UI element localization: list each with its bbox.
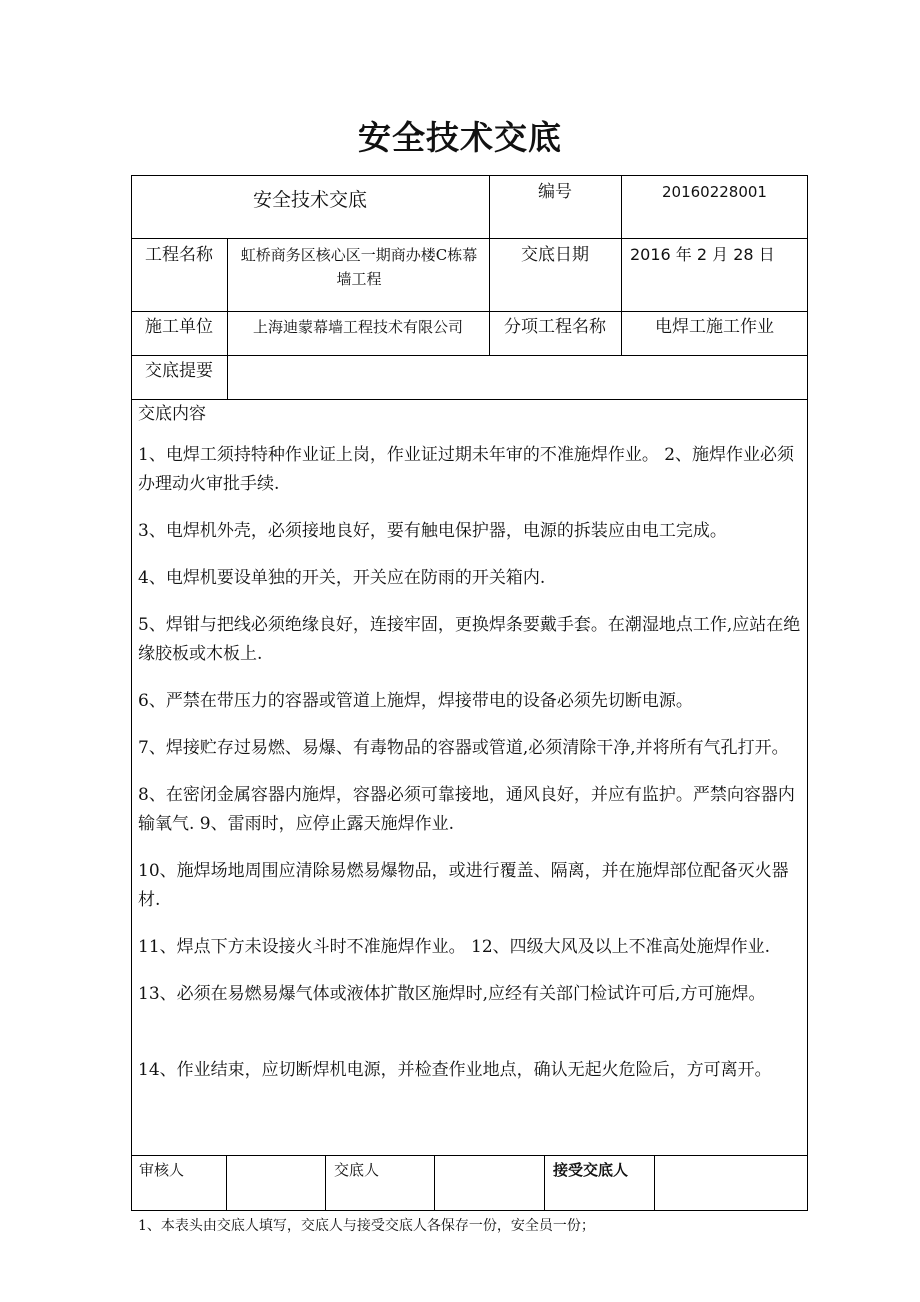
content-item: 8、在密闭金属容器内施焊，容器必须可靠接地，通风良好，并应有监护。严禁向容器内输氧气. 9、雷雨时，应停止露天施焊作业. <box>138 785 795 834</box>
table-rule <box>325 1155 326 1211</box>
content-item: 10、施焊场地周围应清除易燃易爆物品，或进行覆盖、隔离，并在施焊部位配备灭火器材. <box>138 861 789 910</box>
content-item: 11、焊点下方未设接火斗时不准施焊作业。 12、四级大风及以上不准高处施焊作业. <box>138 937 771 957</box>
number-label: 编号 <box>538 182 572 202</box>
content-item: 6、严禁在带压力的容器或管道上施焊，焊接带电的设备必须先切断电源。 <box>138 691 693 711</box>
table-rule <box>654 1155 655 1211</box>
table-rule <box>544 1155 545 1211</box>
content-item: 14、作业结束，应切断焊机电源，并检查作业地点，确认无起火危险后，方可离开。 <box>138 1060 772 1080</box>
form-name: 安全技术交底 <box>252 189 367 211</box>
summary-label: 交底提要 <box>145 361 213 381</box>
content-item: 5、焊钳与把线必须绝缘良好，连接牢固，更换焊条要戴手套。在潮湿地点工作,应站在绝缘胶板或木板上. <box>138 615 801 664</box>
content-item: 7、焊接贮存过易燃、易爆、有毒物品的容器或管道,必须清除干净,并将所有气孔打开。 <box>138 738 789 758</box>
project-value: 虹桥商务区核心区一期商办楼C栋幕墙工程 <box>240 246 478 288</box>
contractor-label: 施工单位 <box>145 317 213 337</box>
table-rule <box>226 1155 227 1211</box>
content-item: 1、电焊工须持特种作业证上岗，作业证过期未年审的不准施焊作业。 2、施焊作业必须办理动火审批手续. <box>138 445 795 494</box>
document-title: 安全技术交底 <box>358 118 562 157</box>
date-label: 交底日期 <box>521 245 589 265</box>
table-rule <box>131 311 808 312</box>
project-label: 工程名称 <box>145 245 213 265</box>
disclosure-content <box>138 400 802 1103</box>
table-rule <box>434 1155 435 1211</box>
content-item: 3、电焊机外壳，必须接地良好，要有触电保护器，电源的拆装应由电工完成。 <box>138 521 727 541</box>
content-label: 交底内容 <box>138 404 206 424</box>
reviewer-label: 审核人 <box>139 1161 185 1179</box>
sub-project-label: 分项工程名称 <box>504 317 606 337</box>
table-rule <box>131 1155 808 1156</box>
discloser-label: 交底人 <box>334 1161 380 1179</box>
contractor-value: 上海迪蒙幕墙工程技术有限公司 <box>252 318 463 336</box>
footnote: 1、本表头由交底人填写，交底人与接受交底人各保存一份，安全员一份； <box>138 1218 595 1234</box>
table-rule <box>131 355 808 356</box>
sub-project-value: 电焊工施工作业 <box>655 317 774 337</box>
content-item: 13、必须在易燃易爆气体或液体扩散区施焊时,应经有关部门检试许可后,方可施焊。 <box>138 984 766 1004</box>
date-value: 2016 年 2 月 28 日 <box>630 245 775 264</box>
receiver-label: 接受交底人 <box>553 1161 629 1179</box>
number-value: 20160228001 <box>662 183 767 201</box>
content-item: 4、电焊机要设单独的开关，开关应在防雨的开关箱内. <box>138 568 546 588</box>
table-rule <box>131 238 808 239</box>
